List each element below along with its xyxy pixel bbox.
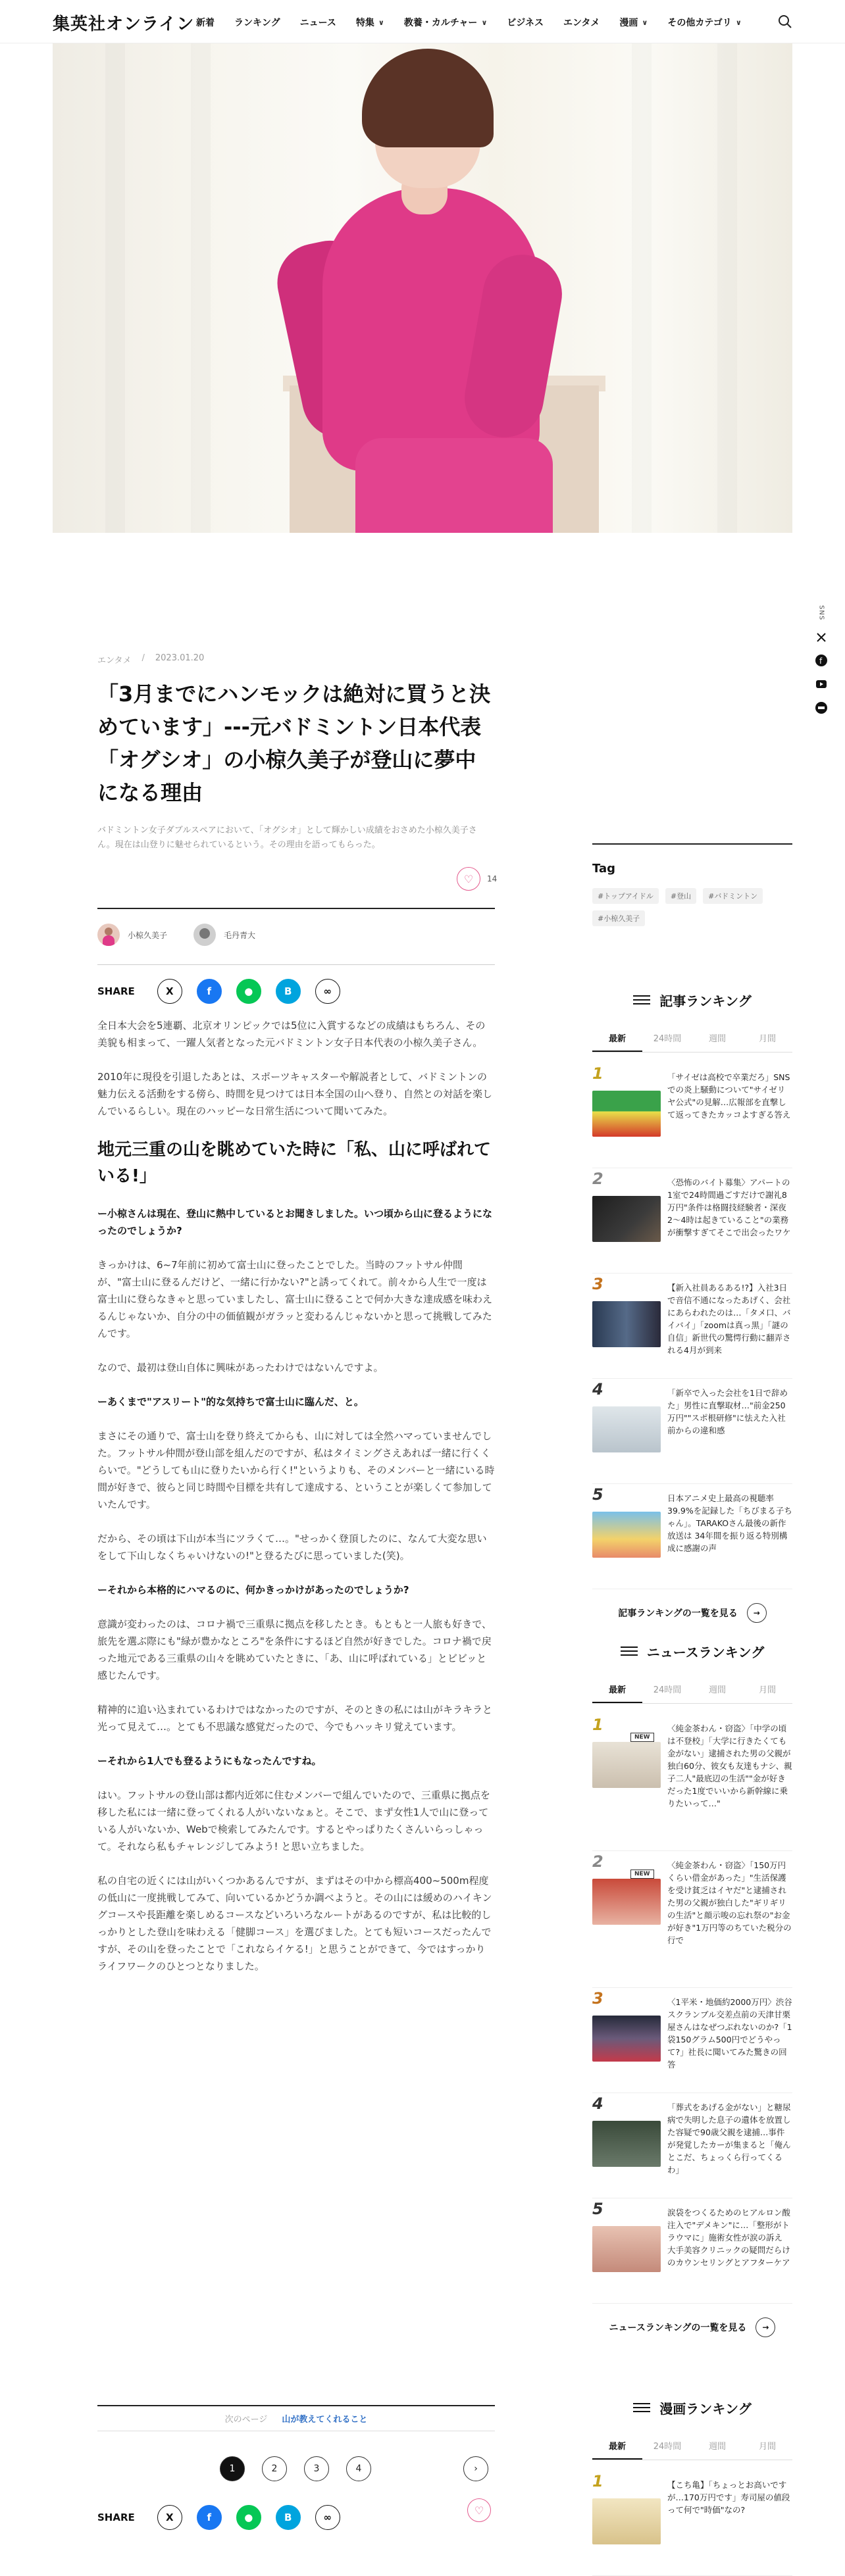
ranking-item[interactable] <box>592 2471 792 2576</box>
ranking-item[interactable] <box>592 1988 792 2093</box>
arrow-right-icon: → <box>747 1603 767 1623</box>
ranking-text: 日本アニメ史上最高の視聴率39.9%を記録した「ちびまる子ちゃん」。TARAKOさん最後の新作放送は 34年間を振り返る特別構成に感謝の声 <box>667 1493 792 1553</box>
nav-item-label: 教養・カルチャー <box>403 18 478 28</box>
author-item[interactable] <box>97 924 167 946</box>
global-nav <box>196 16 761 29</box>
share-x-button[interactable] <box>157 2505 182 2530</box>
facebook-icon[interactable] <box>815 655 827 666</box>
ranking-icon <box>621 1647 638 1656</box>
article-ranking <box>592 987 792 1627</box>
ranking-text: 涙袋をつくるためのヒアルロン酸注入で"デメキン"に…「整形がトラウマに」施術女性が涙の訴え 大手美容クリニックの疑問だらけのカウンセリングとアフターケア <box>667 2208 791 2267</box>
side-share-label: SNS <box>817 605 825 621</box>
search-button[interactable] <box>775 12 795 32</box>
ranking-thumbnail <box>592 1512 661 1558</box>
ranking-icon <box>633 2403 650 2412</box>
paragraph: 2010年に現役を引退したあとは、スポーツキャスターや解説者として、バドミントンの魅力伝える活動をする傍ら、時間を見つけては日本全国の山へ登り、自然との対話を楽しんでいるらしい。現在のハッピーな日常生活について聞いてみた。 <box>97 1071 493 1117</box>
line-icon: ● <box>244 985 253 997</box>
tab-24h[interactable]: 24時間 <box>653 1034 682 1044</box>
curtain-fold <box>105 43 125 533</box>
next-page-link[interactable] <box>97 2405 495 2431</box>
ranking-list <box>592 2471 792 2576</box>
ranking-title-text: ニュースランキング <box>646 1644 765 1660</box>
ranking-tabs <box>592 1676 792 1704</box>
share-hatena-button[interactable] <box>276 2505 301 2530</box>
search-icon <box>775 12 795 32</box>
nav-item-news[interactable] <box>300 16 336 29</box>
ranking-text: 〈純金茶わん・窃盗〉「中学の頃は不登校」「大学に行きたくても金がない」逮捕された男の父親が独白60分、彼女も友達もナシ、親子二人"最底辺の生活""金が好きだった1度でいいから新幹線に乗りたいって…" <box>667 1723 792 1808</box>
paragraph: 意識が変わったのは、コロナ禍で三重県に拠点を移したとき。もともと一人旅も好きで、旅先を選ぶ際にも"緑が豊かなところ"を条件にするほど自然が好きでした。コロナ禍で戻った地元である三重県の山々を眺めていたときに、「あ、山に呼ばれている」とビビッと感じたんです。 <box>97 1618 492 1681</box>
nav-item-other[interactable] <box>667 16 741 29</box>
ranking-thumbnail <box>592 2498 661 2544</box>
share-hatena-button[interactable] <box>276 979 301 1004</box>
divider <box>97 908 495 909</box>
share-x-button[interactable] <box>157 979 182 1004</box>
hatena-icon: B <box>284 985 292 997</box>
rank-number: 1 <box>592 1064 603 1083</box>
tag-list <box>592 888 792 926</box>
article-meta <box>97 653 204 666</box>
rank-number: 3 <box>592 1989 603 2008</box>
page-button[interactable]: 1 <box>220 2456 245 2481</box>
facebook-icon: f <box>207 2512 212 2523</box>
author-list <box>97 924 255 946</box>
ranking-item[interactable] <box>592 2198 792 2304</box>
article-date: 2023.01.20 <box>155 653 205 663</box>
ranking-icon <box>633 995 650 1004</box>
nav-item-ranking[interactable] <box>234 16 280 29</box>
author-item[interactable] <box>193 924 255 946</box>
ranking-thumbnail <box>592 1091 661 1137</box>
tab-24h[interactable]: 24時間 <box>653 1685 682 1695</box>
nav-item-label: 新着 <box>196 18 215 28</box>
avatar <box>97 924 120 946</box>
ranking-item[interactable] <box>592 2093 792 2198</box>
tab-24h[interactable]: 24時間 <box>653 2442 682 2452</box>
chevron-down-icon: ∨ <box>481 18 488 27</box>
divider <box>97 964 495 965</box>
avatar <box>193 924 216 946</box>
heart-icon: ♡ <box>463 872 474 885</box>
person-legs <box>355 438 553 533</box>
ranking-title-text: 漫画ランキング <box>659 2400 752 2417</box>
new-badge: NEW <box>630 1870 654 1879</box>
rank-number: 1 <box>592 2472 603 2490</box>
heart-icon: ♡ <box>474 2504 484 2517</box>
tag-item[interactable]: #小椋久美子 <box>592 910 645 926</box>
site-logo[interactable]: 集英社オンライン <box>53 14 195 34</box>
rank-number: 4 <box>592 2094 603 2113</box>
ranking-text: 「葬式をあげる金がない」と糖尿病で失明した息子の遺体を放置した容疑で90歳父親を逮捕…事件が発覚したカーが集まると「俺んとこだ、ちょっくら行ってくるわ」 <box>667 2102 791 2175</box>
page-button[interactable]: 2 <box>262 2456 287 2481</box>
question: ーそれから本格的にハマるのに、何かきっかけがあったのでしょうか? <box>97 1584 409 1596</box>
question: ー小椋さんは現在、登山に熱中しているとお聞きしました。いつ頃から山に登るようになったのでしょうか? <box>97 1208 493 1237</box>
ranking-tabs <box>592 1025 792 1053</box>
chevron-down-icon: ∨ <box>642 18 648 27</box>
share-label: SHARE <box>97 2512 135 2523</box>
tab-latest[interactable]: 最新 <box>592 2433 642 2460</box>
nav-item-entertainment[interactable] <box>563 16 600 29</box>
chevron-down-icon: ∨ <box>735 18 742 27</box>
tab-latest[interactable]: 最新 <box>592 1025 642 1052</box>
ranking-text: 【こち亀】「ちょっとお高いですが…170万円です」寿司屋の値段って何で"時価"なの? <box>667 2480 790 2515</box>
ranking-thumbnail <box>592 1406 661 1452</box>
next-page-label: 次のページ <box>224 2415 268 2425</box>
ranking-item[interactable] <box>592 1379 792 1484</box>
tag-item[interactable]: #登山 <box>665 888 696 904</box>
article-body <box>97 1017 495 1992</box>
nav-item-label: エンタメ <box>563 18 600 28</box>
ranking-text: 【新入社員あるある!?】入社3日で音信不通になったあげく、会社にあらわれたのは…「タメ口、バイバイ」「zoomは真っ黒」「謎の自信」新世代の驚愕行動に翻弄される4月が到来 <box>667 1283 791 1355</box>
author-name: 小椋久美子 <box>128 930 168 940</box>
ranking-thumbnail <box>592 2016 661 2062</box>
next-page-title: 山が教えてくれること <box>282 2415 368 2425</box>
ranking-item[interactable] <box>592 1714 792 1851</box>
paragraph: まさにその通りで、富士山を登り終えてからも、山に対しては全然ハマっていませんでした。フットサル仲間が登山部を組んだのですが、私はタイミングさえあれば一緒に行くくらいで。"どうしても山に登りたいから行く!"というよりも、そのメンバーと一緒にいる時間が好きで、彼らと同じ時間や目標を共有して達成する、ということが楽しくて参加していたんです。 <box>97 1430 495 1510</box>
tab-latest[interactable]: 最新 <box>592 1676 642 1703</box>
paragraph: なので、最初は登山自体に興味があったわけではないんですよ。 <box>97 1362 384 1374</box>
rank-number: 5 <box>592 2200 603 2218</box>
ranking-title <box>592 987 792 1013</box>
ranking-thumbnail <box>592 1879 661 1925</box>
rank-number: 2 <box>592 1170 603 1188</box>
ranking-item[interactable] <box>592 1274 792 1379</box>
author-name: 毛丹青大 <box>224 930 256 940</box>
hero-photo <box>53 43 792 533</box>
curtain-fold <box>191 43 211 533</box>
rank-number: 2 <box>592 1852 603 1871</box>
nav-item-label: ランキング <box>234 18 280 28</box>
article-category[interactable]: エンタメ <box>97 656 132 666</box>
paragraph: 全日本大会を5連覇、北京オリンピックでは5位に入賞するなどの成績はもちろん、その美貌も相まって、一躍人気者となった元バドミントン女子日本代表の小椋久美子さん。 <box>97 1020 486 1049</box>
share-facebook-button[interactable] <box>197 979 222 1004</box>
nav-item-label: 特集 <box>355 18 374 28</box>
x-icon: X <box>165 2512 174 2523</box>
like-widget-bottom <box>467 2498 491 2522</box>
page-button[interactable]: 3 <box>304 2456 329 2481</box>
share-label: SHARE <box>97 985 135 997</box>
paragraph: きっかけは、6~7年前に初めて富士山に登ったことでした。当時のフットサル仲間が、"富士山に登るんだけど、一緒に行かない?"と誘ってくれて。前々から人生で一度は富士山に登らなきゃと思っていましたし、富士山に登ることで何か大きな達成感を味わえるんじゃないか、自分の中の価値観がガラッと変わるんじゃないかと思って挑戦してみたんです。 <box>97 1259 493 1339</box>
next-page-button[interactable] <box>463 2456 488 2481</box>
paragraph: はい。フットサルの登山部は都内近郊に住むメンバーで組んでいたので、三重県に拠点を移した私には一緒に登ってくれる人がいないなぁと。そこで、まず女性1人で山に登っている人がいないか、Webで検索してみたんです。するとやっぱりたくさんいらっしゃって。それなら私もチャレンジしてみよう! と思い立ちました。 <box>97 1789 490 1852</box>
youtube-icon[interactable] <box>815 678 827 690</box>
share-line-button[interactable] <box>236 979 261 1004</box>
tab-weekly[interactable]: 週間 <box>708 1685 726 1695</box>
ranking-title <box>592 2394 792 2421</box>
section-heading: 地元三重の山を眺めていた時に「私、山に呼ばれている!」 <box>97 1140 492 1186</box>
chevron-down-icon: ∨ <box>378 18 384 27</box>
tab-monthly[interactable]: 月間 <box>758 1685 776 1695</box>
page-button[interactable]: 4 <box>346 2456 371 2481</box>
ranking-item[interactable] <box>592 1063 792 1168</box>
ranking-text: 「新卒で入った会社を1日で辞めた」男性に直撃取材…"前金250万円""スポ根研修"に怯えた入社前からの違和感 <box>667 1388 788 1435</box>
copy-link-button[interactable] <box>315 979 340 1004</box>
tab-monthly[interactable]: 月間 <box>758 2442 776 2452</box>
share-bar-bottom <box>97 2505 340 2530</box>
x-icon: X <box>165 985 174 997</box>
hatena-icon: B <box>284 2512 292 2523</box>
tab-monthly[interactable]: 月間 <box>758 1034 776 1044</box>
article-title: 「3月までにハンモックは絶対に買うと決めています」---元バドミントン日本代表「オグシオ」の小椋久美子が登山に夢中になる理由 <box>97 681 491 805</box>
pagination <box>220 2456 371 2481</box>
site-header <box>0 0 845 43</box>
x-icon[interactable] <box>816 632 827 643</box>
share-bar <box>97 979 340 1004</box>
tag-heading: Tag <box>592 843 792 876</box>
ranking-text: 「サイゼは高校で卒業だろ」SNSでの炎上騒動について"サイゼリヤ公式"の見解…広報部を直撃して返ってきたカッコよすぎる答え <box>667 1072 791 1120</box>
line-icon[interactable] <box>815 702 827 714</box>
rank-number: 3 <box>592 1275 603 1293</box>
ranking-thumbnail <box>592 1742 661 1788</box>
curtain-fold <box>632 43 652 533</box>
ranking-title-text: 記事ランキング <box>659 993 752 1009</box>
ranking-item[interactable] <box>592 1484 792 1589</box>
ranking-text: 〈純金茶わん・窃盗〉「150万円くらい借金があった」"生活保護を受け貧乏はイヤだ"と逮捕された男の父親が独白した"ギリギリの生活"と顔示唆の忘れ祭の"お金が好き"1万円等のちていた税分の行で <box>667 1860 792 1945</box>
more-link-label: ニュースランキングの一覧を見る <box>609 2323 747 2333</box>
arrow-right-icon: → <box>755 2317 775 2337</box>
chevron-right-icon: › <box>474 2464 478 2474</box>
tab-weekly[interactable]: 週間 <box>708 2442 726 2452</box>
rank-number: 4 <box>592 1380 603 1399</box>
ranking-title <box>592 1638 792 1664</box>
tag-item[interactable]: #バドミントン <box>703 888 763 904</box>
like-count: 14 <box>487 874 498 883</box>
nav-item-culture[interactable] <box>404 16 488 29</box>
link-icon: ∞ <box>323 985 332 997</box>
svg-text:f: f <box>819 656 823 666</box>
copy-link-button[interactable] <box>315 2505 340 2530</box>
tab-weekly[interactable]: 週間 <box>708 1034 726 1044</box>
meta-divider: / <box>141 653 145 663</box>
ranking-thumbnail <box>592 1301 661 1347</box>
person-hair <box>362 49 494 147</box>
nav-item-business[interactable] <box>507 16 544 29</box>
manga-ranking <box>592 2394 792 2576</box>
ranking-text: 〈恐怖のバイト募集〉アパートの1室で24時間過ごすだけで謝礼8万円"条件は格闘技経験者・深夜2〜4時は起きていること"の業務が衝撃すぎてそこで出会ったワケ <box>667 1177 791 1237</box>
rank-number: 1 <box>592 1716 603 1734</box>
paragraph: だから、その頃は下山が本当にツラくて…。"せっかく登頂したのに、なんて大変な思いをして下山しなくちゃいけないの!"と登るたびに思っていました(笑)。 <box>97 1533 487 1562</box>
nav-item-label: ビジネス <box>507 18 544 28</box>
side-share-bar <box>813 605 829 714</box>
ranking-thumbnail <box>592 2226 661 2272</box>
ranking-list <box>592 1714 792 2304</box>
line-icon: ● <box>244 2512 253 2523</box>
rank-number: 5 <box>592 1485 603 1504</box>
like-button[interactable] <box>467 2498 491 2522</box>
like-button[interactable] <box>457 867 480 891</box>
paragraph: 精神的に追い込まれているわけではなかったのですが、そのときの私には山がキラキラと光って見えて…。とても不思議な感覚だったので、今でもハッキリ覚えています。 <box>97 1704 493 1733</box>
new-badge: NEW <box>630 1733 654 1742</box>
ranking-thumbnail <box>592 1196 661 1242</box>
ranking-thumbnail <box>592 2121 661 2167</box>
news-ranking-more-link[interactable] <box>592 2313 792 2342</box>
like-widget <box>457 867 497 891</box>
question: ーあくまで"アスリート"的な気持ちで富士山に臨んだ、と。 <box>97 1396 364 1408</box>
curtain-fold <box>717 43 737 533</box>
question: ーそれから1人でも登るようにもなったんですね。 <box>97 1755 322 1767</box>
ranking-item[interactable] <box>592 1851 792 1988</box>
nav-item-label: その他カテゴリ <box>667 18 732 28</box>
link-icon: ∞ <box>323 2512 332 2523</box>
share-facebook-button[interactable] <box>197 2505 222 2530</box>
nav-item-label: ニュース <box>299 18 336 28</box>
more-link-label: 記事ランキングの一覧を見る <box>618 1608 738 1619</box>
ranking-list <box>592 1063 792 1589</box>
nav-item-manga[interactable] <box>619 16 648 29</box>
ranking-item[interactable] <box>592 1168 792 1274</box>
ranking-text: 〈1平米・地価約2000万円〉渋谷スクランブル交差点前の天津甘栗屋さんはなぜつぶれないのか?「1袋150グラム500円でどうやって?」社長に聞いてみた驚きの回答 <box>667 1997 792 2069</box>
facebook-icon: f <box>207 985 212 997</box>
paragraph: 私の自宅の近くには山がいくつかあるんですが、まずはその中から標高400~500m程度の低山に一度挑戦してみて、向いているかどうか調べようと。その山には緩めのハイキングコースや長距離を楽しめるコースなどいろいろなルートがあるのですが、私は比較的しっかりとした登山を味わえる「健脚コース」を選びました。とても短いコースだったんですが、その山を登ったことで「これならイケる!」と思うことができて、今ではすっかりライフワークのひとつとなりました。 <box>97 1875 492 1972</box>
news-ranking <box>592 1638 792 2342</box>
share-line-button[interactable] <box>236 2505 261 2530</box>
article-ranking-more-link[interactable] <box>592 1598 792 1627</box>
nav-item-label: 漫画 <box>619 18 638 28</box>
nav-item-new[interactable] <box>196 16 215 29</box>
tag-item[interactable]: #トップアイドル <box>592 888 659 904</box>
article-lead: バドミントン女子ダブルスペアにおいて、「オグシオ」として輝かしい成績をおさめた小椋久美子さん。現在は山登りに魅せられているという。その理由を語ってもらった。 <box>97 826 477 850</box>
nav-item-feature[interactable] <box>356 16 384 29</box>
ranking-tabs <box>592 2433 792 2460</box>
